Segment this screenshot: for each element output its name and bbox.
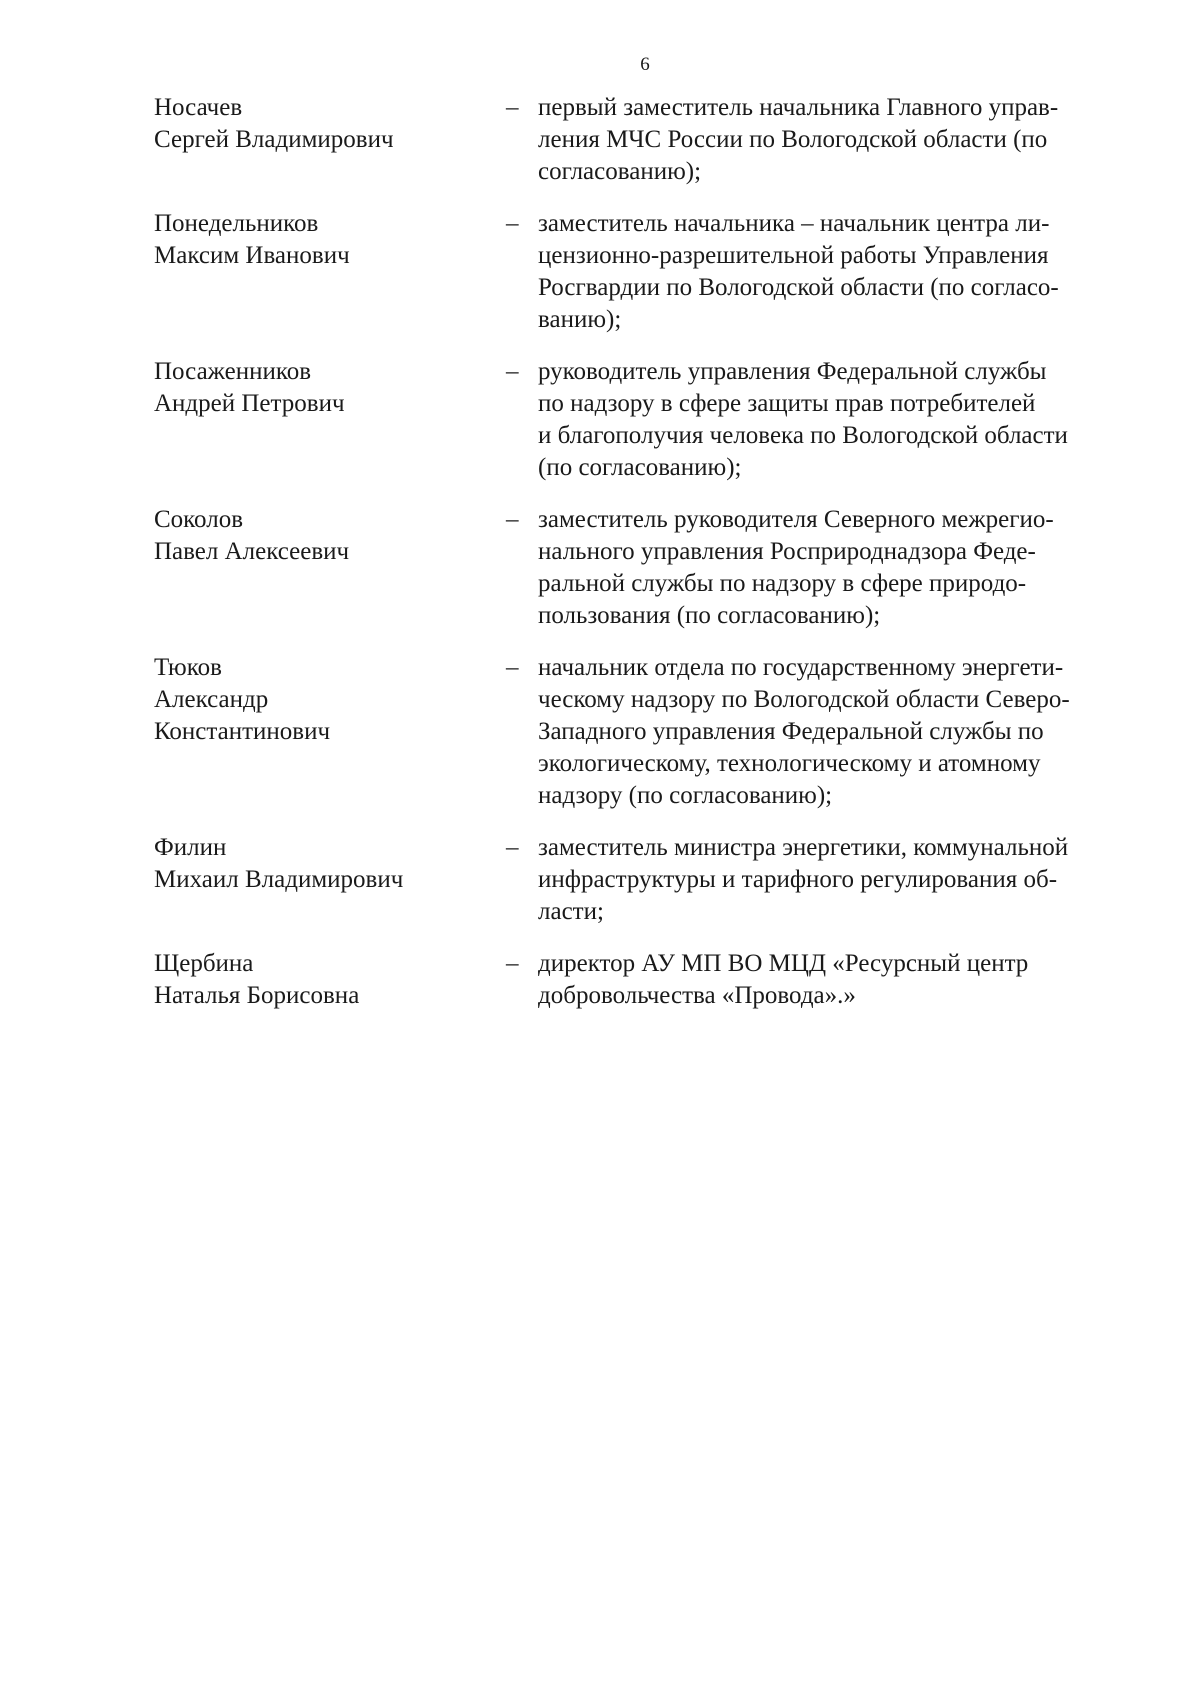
member-surname: Филин (154, 834, 227, 861)
position-line: ласти; (538, 898, 604, 925)
member-surname: Тюков (154, 654, 222, 681)
member-list (154, 92, 1144, 1032)
member-entry (154, 832, 1144, 928)
member-name (154, 832, 504, 896)
position-line: добровольчества «Провода».» (538, 982, 856, 1009)
position-line: ральной службы по надзору в сфере природо- (538, 570, 1027, 597)
member-given-names: Сергей Владимирович (154, 126, 394, 153)
position-line: руководитель управления Федеральной службы (538, 358, 1047, 385)
position-line: Западного управления Федеральной службы по (538, 718, 1044, 745)
member-name (154, 208, 504, 272)
member-given-names: Павел Алексеевич (154, 538, 350, 565)
position-line: цензионно-разрешительной работы Управления (538, 242, 1049, 269)
position-line: первый заместитель начальника Главного управ- (538, 94, 1059, 121)
position-line: по надзору в сфере защиты прав потребителей (538, 390, 1036, 417)
member-name (154, 652, 504, 748)
entry-dash: – (506, 506, 519, 533)
member-given-names: Константинович (154, 718, 331, 745)
entry-dash: – (506, 94, 519, 121)
member-name (154, 504, 504, 568)
member-position (538, 832, 1148, 928)
page-number: 6 (640, 54, 650, 75)
entry-dash: – (506, 950, 519, 977)
position-line: (по согласованию); (538, 454, 742, 481)
member-position (538, 504, 1148, 632)
entry-dash: – (506, 358, 519, 385)
member-name (154, 948, 504, 1012)
member-surname: Понедельников (154, 210, 319, 237)
member-position (538, 92, 1148, 188)
member-entry (154, 504, 1144, 632)
position-line: согласованию); (538, 158, 702, 185)
position-line: инфраструктуры и тарифного регулирования об- (538, 866, 1058, 893)
member-entry (154, 92, 1144, 188)
member-surname: Носачев (154, 94, 243, 121)
position-line: надзору (по согласованию); (538, 782, 833, 809)
member-position (538, 208, 1148, 336)
position-line: пользования (по согласованию); (538, 602, 881, 629)
member-surname: Соколов (154, 506, 244, 533)
member-entry (154, 208, 1144, 336)
position-line: заместитель министра энергетики, коммунальной (538, 834, 1069, 861)
member-given-names: Наталья Борисовна (154, 982, 360, 1009)
member-name (154, 92, 504, 156)
member-given-names: Максим Иванович (154, 242, 350, 269)
position-line: заместитель начальника – начальник центра ли- (538, 210, 1050, 237)
member-position (538, 652, 1148, 812)
position-line: нального управления Росприроднадзора Феде- (538, 538, 1036, 565)
position-line: экологическому, технологическому и атомному (538, 750, 1041, 777)
position-line: начальник отдела по государственному энергети- (538, 654, 1064, 681)
position-line: Росгвардии по Вологодской области (по согласо- (538, 274, 1059, 301)
position-line: ческому надзору по Вологодской области Северо- (538, 686, 1070, 713)
member-position (538, 356, 1148, 484)
member-surname: Щербина (154, 950, 254, 977)
member-entry (154, 356, 1144, 484)
entry-dash: – (506, 834, 519, 861)
member-position (538, 948, 1148, 1012)
position-line: директор АУ МП ВО МЦД «Ресурсный центр (538, 950, 1029, 977)
position-line: ления МЧС России по Вологодской области (по (538, 126, 1048, 153)
position-line: и благополучия человека по Вологодской области (538, 422, 1068, 449)
member-entry (154, 948, 1144, 1012)
position-line: заместитель руководителя Северного межрегио- (538, 506, 1054, 533)
member-name (154, 356, 504, 420)
member-given-names: Андрей Петрович (154, 390, 345, 417)
entry-dash: – (506, 654, 519, 681)
member-given-names: Михаил Владимирович (154, 866, 404, 893)
entry-dash: – (506, 210, 519, 237)
member-entry (154, 652, 1144, 812)
member-given-names: Александр (154, 686, 269, 713)
position-line: ванию); (538, 306, 622, 333)
member-surname: Посаженников (154, 358, 312, 385)
